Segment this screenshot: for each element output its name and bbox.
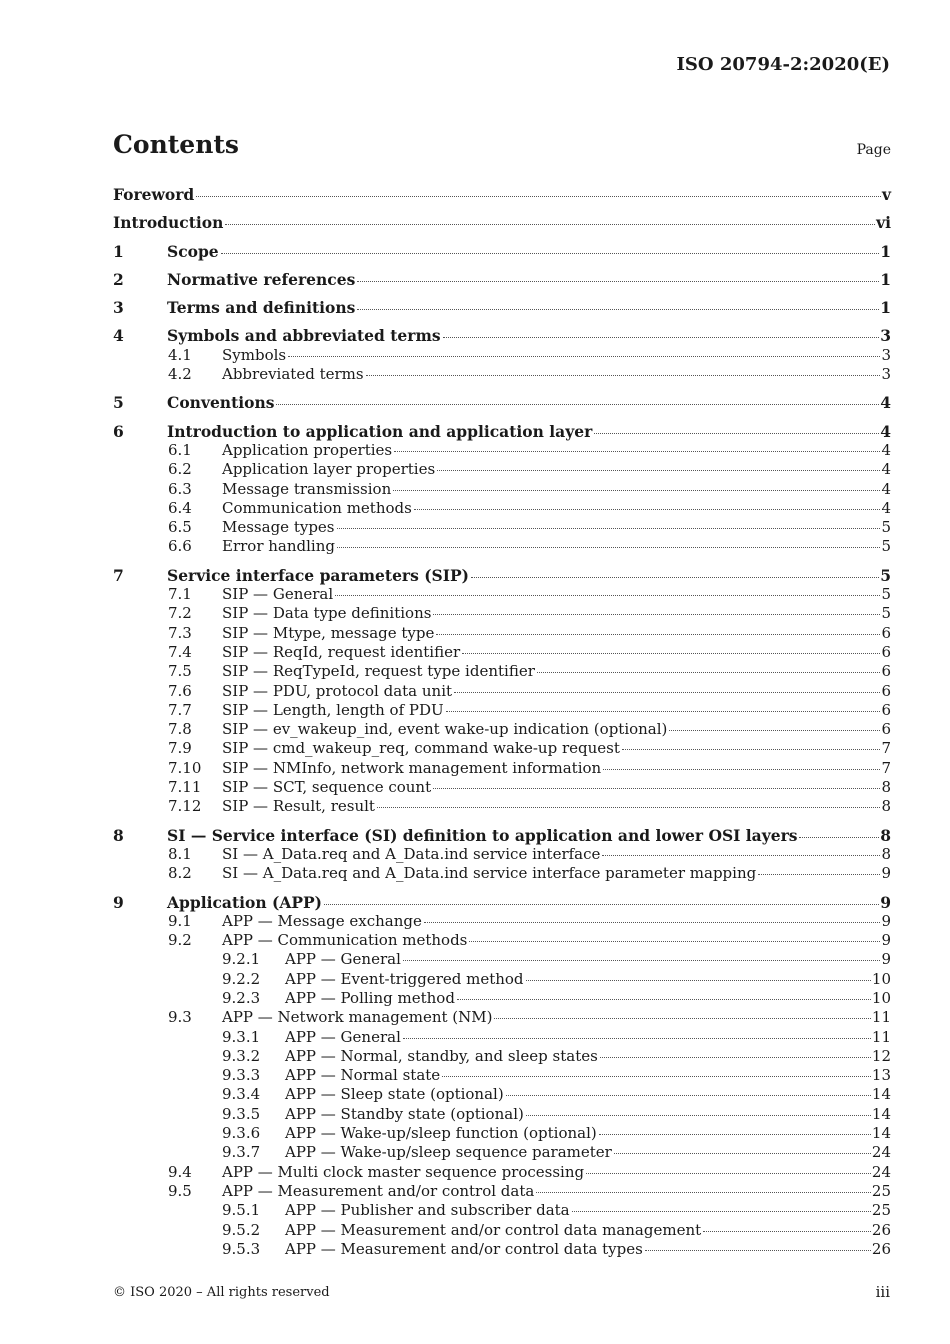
toc-entry-number: 2	[113, 269, 124, 289]
dot-leader	[403, 947, 881, 961]
toc-entry-title[interactable]: Application (APP)	[167, 892, 323, 912]
toc-entry-number: 9.3.7	[222, 1143, 261, 1162]
toc-entry-number: 9.5.1	[222, 1201, 261, 1220]
toc-entry-title[interactable]: SIP — ReqTypeId, request type identifier	[222, 662, 535, 681]
dot-leader	[536, 1179, 871, 1193]
toc-entry-number: 6.2	[168, 460, 192, 479]
toc-entry[interactable]	[113, 537, 891, 556]
toc-entry-page: 6	[881, 642, 891, 661]
dot-leader	[506, 1082, 871, 1096]
toc-entry-number: 7.2	[168, 604, 192, 623]
toc-entry-page: 25	[871, 1181, 891, 1200]
dot-leader	[572, 1198, 871, 1212]
toc-entry-title[interactable]: SIP — Result, result	[222, 797, 375, 816]
toc-entry-page: 9	[881, 864, 891, 883]
dot-leader	[424, 909, 881, 923]
table-of-contents	[113, 185, 891, 1259]
toc-entry-number: 9.3.3	[222, 1066, 261, 1085]
toc-entry-title[interactable]: SIP — ev_wakeup_ind, event wake-up indication (optional)	[222, 720, 668, 739]
toc-entry-number: 9.5	[168, 1181, 192, 1200]
dot-leader	[457, 986, 871, 1000]
dot-leader	[586, 1160, 871, 1174]
toc-entry-page: 4	[880, 393, 891, 413]
toc-entry-page: 6	[881, 681, 891, 700]
toc-entry-number: 7.7	[168, 700, 192, 719]
dot-leader	[443, 324, 880, 338]
toc-entry-page: 4	[880, 421, 891, 441]
dot-leader	[357, 268, 879, 282]
toc-entry-title[interactable]: Symbols and abbreviated terms	[167, 326, 441, 346]
toc-entry-number: 7.5	[168, 662, 192, 681]
toc-entry-title[interactable]: APP — Standby state (optional)	[285, 1104, 524, 1123]
toc-entry-number: 7.8	[168, 720, 192, 739]
toc-entry-page: 5	[881, 518, 891, 537]
toc-entry-page: 9	[880, 892, 891, 912]
dot-leader	[366, 362, 881, 376]
toc-entry-title[interactable]: APP — General	[285, 950, 401, 969]
toc-entry-page: 12	[871, 1046, 891, 1065]
toc-entry-title[interactable]: Introduction	[113, 213, 224, 233]
toc-entry[interactable]	[113, 365, 891, 384]
dot-leader	[337, 515, 881, 529]
dot-leader	[599, 1121, 871, 1135]
toc-entry-title[interactable]: APP — Measurement and/or control data	[222, 1181, 535, 1200]
toc-entry-title[interactable]: Conventions	[167, 393, 275, 413]
toc-entry-number: 1	[113, 241, 124, 261]
toc-entry-page: 6	[881, 662, 891, 681]
toc-entry-title[interactable]: APP — Sleep state (optional)	[285, 1085, 504, 1104]
dot-leader	[437, 457, 880, 471]
toc-entry-number: 8	[113, 825, 124, 845]
dot-leader	[403, 1025, 871, 1039]
toc-entry-number: 7.4	[168, 642, 192, 661]
toc-entry-title[interactable]: Service interface parameters (SIP)	[167, 565, 469, 585]
dot-leader	[645, 1237, 871, 1251]
dot-leader	[337, 534, 880, 548]
toc-entry-title[interactable]: Communication methods	[222, 498, 412, 517]
dot-leader	[471, 564, 879, 578]
dot-leader	[526, 1102, 871, 1116]
dot-leader	[433, 601, 880, 615]
toc-entry-title[interactable]: SIP — SCT, sequence count	[222, 778, 432, 797]
toc-entry-title[interactable]: APP — Measurement and/or control data management	[285, 1220, 702, 1239]
toc-entry-page: 3	[880, 326, 891, 346]
toc-entry-title[interactable]: SIP — General	[222, 585, 334, 604]
toc-entry-page: 24	[871, 1162, 891, 1181]
toc-entry[interactable]	[113, 864, 891, 883]
toc-entry-page: 14	[871, 1104, 891, 1123]
toc-entry-number: 4	[113, 326, 124, 346]
toc-entry-title[interactable]: Application layer properties	[222, 460, 436, 479]
toc-entry-number: 9.3.4	[222, 1085, 261, 1104]
toc-entry-title[interactable]: SIP — Mtype, message type	[222, 623, 435, 642]
toc-entry-page: 4	[881, 479, 891, 498]
dot-leader	[446, 698, 881, 712]
toc-entry-page: 26	[871, 1220, 891, 1239]
toc-entry-title[interactable]: SIP — ReqId, request identifier	[222, 642, 461, 661]
toc-entry-page: 14	[871, 1085, 891, 1104]
toc-entry-page: v	[881, 185, 891, 204]
toc-entry-title[interactable]: Abbreviated terms	[222, 365, 364, 384]
page-number: iii	[875, 1283, 890, 1301]
dot-leader	[414, 496, 881, 510]
dot-leader	[393, 477, 880, 491]
toc-entry-number: 6.6	[168, 537, 192, 556]
toc-entry[interactable]	[113, 393, 891, 412]
toc-entry-page: 6	[881, 720, 891, 739]
dot-leader	[462, 640, 880, 654]
dot-leader	[196, 183, 881, 197]
dot-leader	[602, 842, 880, 856]
toc-entry[interactable]	[113, 242, 891, 261]
toc-entry-number: 5	[113, 393, 124, 413]
toc-entry-number: 7.3	[168, 623, 192, 642]
toc-entry-number: 4.1	[168, 345, 192, 364]
toc-entry-title[interactable]: SIP — Data type definitions	[222, 604, 432, 623]
toc-entry-page: 24	[871, 1143, 891, 1162]
toc-entry-title[interactable]: APP — Multi clock master sequence processing	[222, 1162, 585, 1181]
toc-entry-number: 3	[113, 298, 124, 318]
contents-heading: Contents	[113, 130, 240, 159]
toc-entry-page: 8	[881, 778, 891, 797]
toc-entry-number: 9.3.6	[222, 1124, 261, 1143]
dot-leader	[703, 1218, 871, 1232]
toc-entry-title[interactable]: APP — Message exchange	[222, 911, 422, 930]
toc-entry[interactable]	[113, 213, 891, 232]
toc-entry-title[interactable]: Error handling	[222, 537, 335, 556]
toc-entry-number: 9.2.2	[222, 969, 261, 988]
toc-entry-title[interactable]: SIP — cmd_wakeup_req, command wake-up request	[222, 739, 620, 758]
toc-entry-page: 5	[881, 537, 891, 556]
toc-entry[interactable]	[113, 298, 891, 317]
toc-entry-page: 8	[881, 797, 891, 816]
toc-entry-number: 6.3	[168, 479, 192, 498]
toc-entry-number: 8.2	[168, 864, 192, 883]
toc-entry-page: 13	[871, 1066, 891, 1085]
dot-leader	[335, 582, 880, 596]
dot-leader	[469, 928, 880, 942]
toc-entry-page: 4	[881, 440, 891, 459]
toc-entry-title[interactable]: APP — Publisher and subscriber data	[285, 1201, 570, 1220]
dot-leader	[526, 967, 871, 981]
toc-entry-number: 9.3.5	[222, 1104, 261, 1123]
toc-entry-number: 9.5.2	[222, 1220, 261, 1239]
toc-entry-title[interactable]: Symbols	[222, 345, 287, 364]
dot-leader	[799, 824, 879, 838]
toc-entry-title[interactable]: Scope	[167, 241, 219, 261]
dot-leader	[537, 659, 881, 673]
toc-entry-page: 5	[881, 585, 891, 604]
toc-entry-title[interactable]: Terms and definitions	[167, 298, 356, 318]
page-column-label: Page	[856, 142, 891, 158]
toc-entry-page: 25	[871, 1201, 891, 1220]
toc-entry-page: 10	[871, 969, 891, 988]
toc-entry-number: 9	[113, 892, 124, 912]
toc-entry-title[interactable]: Message types	[222, 518, 335, 537]
toc-entry-page: 8	[880, 825, 891, 845]
toc-entry-number: 6.5	[168, 518, 192, 537]
toc-entry-page: 1	[880, 241, 891, 261]
toc-entry-page: vi	[876, 213, 891, 233]
dot-leader	[669, 717, 880, 731]
toc-entry-title[interactable]: APP — Wake-up/sleep function (optional)	[285, 1124, 597, 1143]
toc-entry-title[interactable]: SIP — PDU, protocol data unit	[222, 681, 453, 700]
toc-entry-number: 9.4	[168, 1162, 192, 1181]
toc-entry-page: 14	[871, 1124, 891, 1143]
toc-entry-page: 1	[880, 298, 891, 318]
toc-entry-title[interactable]: SIP — Length, length of PDU	[222, 700, 444, 719]
dot-leader	[603, 756, 880, 770]
toc-entry-title[interactable]: APP — Polling method	[285, 988, 455, 1007]
toc-entry-number: 9.2.1	[222, 950, 261, 969]
toc-entry[interactable]	[113, 185, 891, 204]
toc-entry-page: 7	[881, 758, 891, 777]
dot-leader	[276, 391, 879, 405]
toc-entry-page: 5	[880, 565, 891, 585]
toc-entry-title[interactable]: Normative references	[167, 269, 356, 289]
dot-leader	[324, 891, 879, 905]
toc-entry-page: 8	[881, 844, 891, 863]
toc-entry-title[interactable]: Message transmission	[222, 479, 392, 498]
toc-entry-title[interactable]: APP — Communication methods	[222, 931, 468, 950]
dot-leader	[622, 736, 881, 750]
dot-leader	[221, 240, 880, 254]
toc-entry[interactable]	[113, 797, 891, 816]
toc-entry-page: 5	[881, 604, 891, 623]
toc-entry-number: 9.2.3	[222, 988, 261, 1007]
dot-leader	[494, 1005, 870, 1019]
toc-entry-title[interactable]: Introduction to application and application layer	[167, 421, 593, 441]
toc-entry-number: 7.12	[168, 797, 202, 816]
toc-entry-title[interactable]: Application properties	[222, 440, 393, 459]
toc-entry-title[interactable]: APP — Wake-up/sleep sequence parameter	[285, 1143, 612, 1162]
dot-leader	[600, 1044, 871, 1058]
toc-entry-number: 6	[113, 421, 124, 441]
toc-entry-number: 7.10	[168, 758, 202, 777]
toc-entry-number: 7.11	[168, 778, 202, 797]
toc-entry-page: 7	[881, 739, 891, 758]
standard-identifier: ISO 20794-2:2020(E)	[676, 54, 890, 75]
toc-entry-title[interactable]: APP — Normal state	[285, 1066, 441, 1085]
toc-entry-page: 4	[881, 460, 891, 479]
toc-entry-number: 8.1	[168, 844, 192, 863]
toc-entry-page: 9	[881, 931, 891, 950]
toc-entry-page: 9	[881, 950, 891, 969]
dot-leader	[377, 794, 881, 808]
toc-entry-page: 11	[871, 1027, 891, 1046]
toc-entry-title[interactable]: APP — Measurement and/or control data types	[285, 1239, 643, 1258]
dot-leader	[433, 775, 880, 789]
dot-leader	[357, 296, 879, 310]
toc-entry-number: 7.6	[168, 681, 192, 700]
toc-entry-page: 11	[871, 1008, 891, 1027]
toc-entry-number: 9.5.3	[222, 1239, 261, 1258]
toc-entry-title[interactable]: Foreword	[113, 185, 195, 204]
dot-leader	[436, 621, 880, 635]
toc-entry[interactable]	[113, 1240, 891, 1259]
dot-leader	[288, 343, 880, 357]
toc-entry-title[interactable]: APP — Network management (NM)	[222, 1008, 493, 1027]
toc-entry-number: 9.1	[168, 911, 192, 930]
toc-entry-title[interactable]: APP — Normal, standby, and sleep states	[285, 1046, 598, 1065]
toc-entry-number: 6.1	[168, 440, 192, 459]
dot-leader	[454, 679, 880, 693]
toc-entry-number: 7	[113, 565, 124, 585]
toc-entry-page: 6	[881, 623, 891, 642]
dot-leader	[225, 211, 875, 225]
toc-entry-page: 9	[881, 911, 891, 930]
dot-leader	[394, 438, 880, 452]
dot-leader	[614, 1140, 871, 1154]
copyright-notice: © ISO 2020 – All rights reserved	[113, 1285, 330, 1300]
toc-entry-number: 9.2	[168, 931, 192, 950]
toc-entry-title[interactable]: APP — General	[285, 1027, 401, 1046]
toc-entry-page: 1	[880, 269, 891, 289]
toc-entry[interactable]	[113, 270, 891, 289]
toc-entry-page: 3	[881, 345, 891, 364]
toc-entry-page: 3	[881, 365, 891, 384]
toc-entry-title[interactable]: SI — A_Data.req and A_Data.ind service interface parameter mapping	[222, 864, 757, 883]
toc-entry-page: 10	[871, 988, 891, 1007]
toc-entry-title[interactable]: SIP — NMInfo, network management information	[222, 758, 602, 777]
toc-entry-title[interactable]: SI — A_Data.req and A_Data.ind service interface	[222, 844, 601, 863]
toc-entry-page: 26	[871, 1239, 891, 1258]
toc-entry-page: 4	[881, 498, 891, 517]
toc-entry-number: 4.2	[168, 365, 192, 384]
toc-entry-page: 6	[881, 700, 891, 719]
toc-entry-number: 9.3.2	[222, 1046, 261, 1065]
toc-entry-number: 7.1	[168, 585, 192, 604]
dot-leader	[594, 420, 879, 434]
toc-entry-number: 7.9	[168, 739, 192, 758]
toc-entry-title[interactable]: APP — Event-triggered method	[285, 969, 524, 988]
toc-entry-number: 6.4	[168, 498, 192, 517]
dot-leader	[442, 1063, 871, 1077]
toc-entry-number: 9.3.1	[222, 1027, 261, 1046]
toc-entry-number: 9.3	[168, 1008, 192, 1027]
toc-entry-title[interactable]: SI — Service interface (SI) definition to application and lower OSI layers	[167, 825, 798, 845]
dot-leader	[758, 861, 880, 875]
